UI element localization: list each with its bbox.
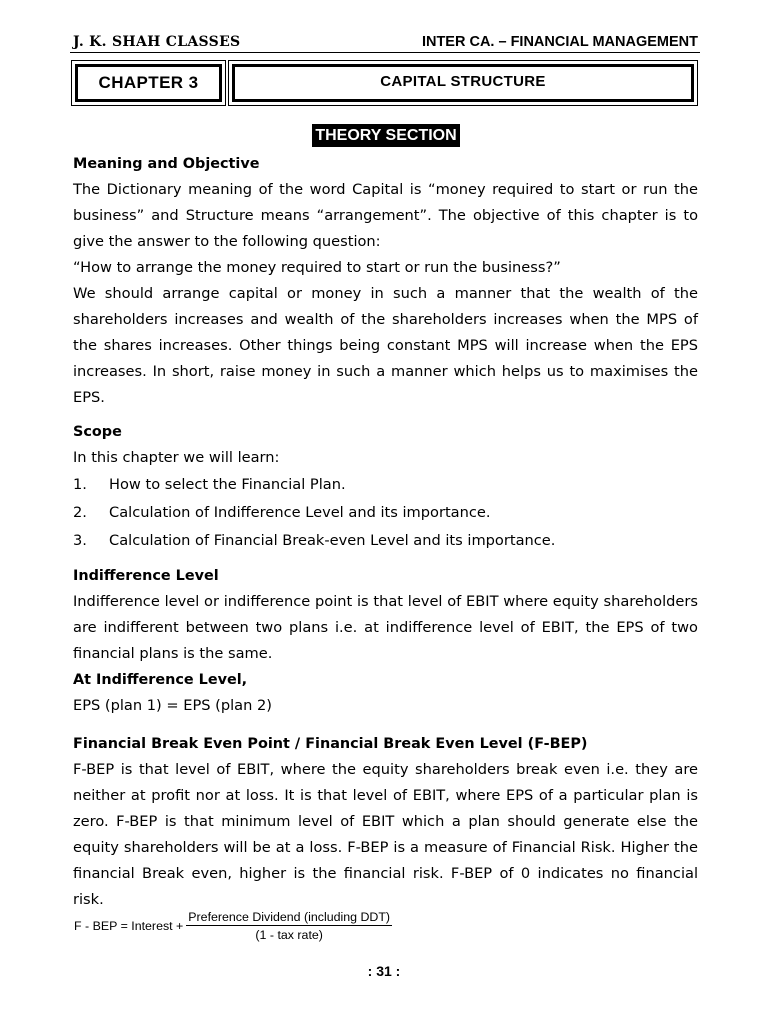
meaning-question: “How to arrange the money required to start or run the business?” xyxy=(73,259,561,276)
course-title: INTER CA. – FINANCIAL MANAGEMENT xyxy=(421,34,698,50)
header-rule xyxy=(70,52,700,53)
indifference-subheading: At Indifference Level, xyxy=(73,672,248,688)
fbep-heading: Financial Break Even Point / Financial Break Even Level (F-BEP) xyxy=(73,736,588,752)
indifference-equation: EPS (plan 1) = EPS (plan 2) xyxy=(73,697,272,714)
section-banner: THEORY SECTION xyxy=(312,124,460,147)
formula-lhs: F - BEP = Interest + xyxy=(74,919,184,933)
meaning-paragraph: The Dictionary meaning of the word Capital is “money required to start or run the business” and Structure means “arrangement”. The objective of this chapter is to give the answer to the following question: xyxy=(73,181,698,250)
indifference-paragraph: Indifference level or indifference point is that level of EBIT where equity shareholders are indifferent between two plans i.e. at indifference level of EBIT, the EPS of two financial plans is the same. xyxy=(73,593,698,662)
fbep-paragraph: F-BEP is that level of EBIT, where the equity shareholders break even i.e. they are neither at profit nor at loss. It is that level of EBIT, where EPS of a particular plan is zero. F-BEP is that minimum level of EBIT which a plan should generate else the equity shareholders will be at a loss. F-BEP is a measure of Financial Risk. Higher the financial Break even, higher is the financial risk. F-BEP of 0 indicates no financial risk. xyxy=(73,761,698,908)
meaning-paragraph-2: We should arrange capital or money in such a manner that the wealth of the shareholders increases and wealth of the shareholders increases when the MPS of the shares increases. Other things being constant MPS will increase when the EPS increases. In short, raise money in such a manner which helps us to maximises the EPS. xyxy=(73,285,698,406)
list-item-number: 2. xyxy=(73,504,87,521)
list-item-text: Calculation of Indifference Level and its importance. xyxy=(109,504,491,521)
list-item xyxy=(73,527,698,555)
page-number: : 31 : xyxy=(367,963,401,979)
chapter-number-box xyxy=(71,60,226,106)
list-item-number: 1. xyxy=(73,476,87,493)
list-item xyxy=(73,471,698,499)
body-content xyxy=(73,151,698,913)
scope-intro: In this chapter we will learn: xyxy=(73,449,280,466)
formula-fraction xyxy=(186,910,392,942)
meaning-heading: Meaning and Objective xyxy=(73,156,260,172)
institute-name: J. K. SHAH CLASSES xyxy=(73,34,241,50)
chapter-title: CAPITAL STRUCTURE xyxy=(232,64,694,102)
list-item-text: How to select the Financial Plan. xyxy=(109,476,346,493)
list-item xyxy=(73,499,698,527)
indifference-heading: Indifference Level xyxy=(73,568,219,584)
chapter-title-box xyxy=(228,60,698,106)
formula-denominator: (1 - tax rate) xyxy=(255,928,323,942)
chapter-number-label: CHAPTER 3 xyxy=(75,64,222,102)
scope-heading: Scope xyxy=(73,424,122,440)
list-item-text: Calculation of Financial Break-even Level and its importance. xyxy=(109,532,556,549)
fbep-formula xyxy=(74,910,392,942)
list-item-number: 3. xyxy=(73,532,87,549)
formula-numerator: Preference Dividend (including DDT) xyxy=(188,910,391,924)
